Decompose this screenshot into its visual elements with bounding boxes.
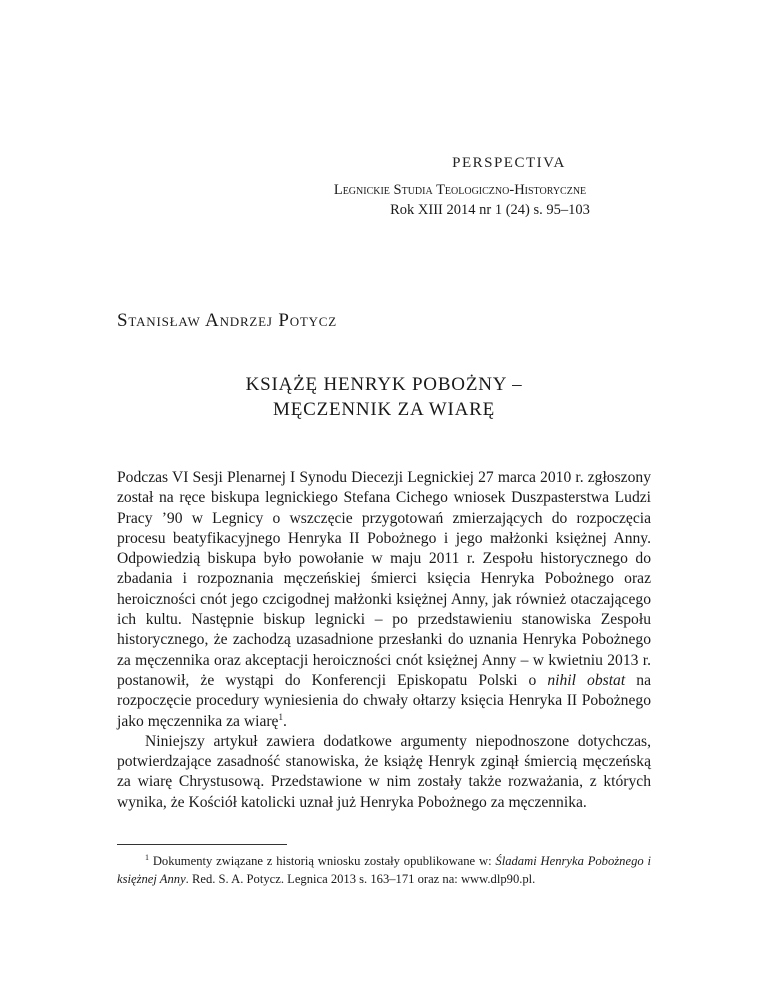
article-author: Stanisław Andrzej Potycz — [117, 310, 338, 331]
paragraph-1-end: . — [282, 712, 287, 730]
footnote-text-a: Dokumenty związane z historią wniosku zostały opublikowane w: — [149, 854, 496, 868]
footnote-text-b: . Red. S. A. Potycz. Legnica 2013 s. 163–171 oraz na: www.dlp90.pl. — [185, 872, 536, 886]
article-title-line1: KSIĄŻĘ HENRYK POBOŻNY – — [245, 374, 523, 395]
footnote-divider — [117, 844, 287, 845]
footnote-reference[interactable]: 1 — [278, 711, 283, 722]
paragraph-1-text-a: Podczas VI Sesji Plenarnej I Synodu Diecezji Legnickiej 27 marca 2010 r. zgłoszony został na ręce biskupa legnickiego Stefana Cichego wniosek Duszpasterstwa Ludzi Pracy ’90 w Legnicy o wszczęcie przygotowań zmierzających do rozpoczęcia procesu beatyfikacyjnego Henryka II Pobożnego i jego małżonki księżnej Anny. Odpowiedzią biskupa było powołanie w maju 2011 r. Zespołu historycznego do zbadania i rozpoznania męczeńskiej śmierci księcia Henryka Pobożnego oraz heroiczności cnót jego czcigodnej małżonki księżnej Anny, jak również otaczającego ich kultu. Następnie biskup legnicki – po przedstawieniu stanowiska Zespołu historycznego, że zachodzą uzasadnione przesłanki do uznania Henryka Pobożnego za męczennika oraz akceptacji heroiczności cnót księżnej Anny – w kwietniu 2013 r. postanowił, że wystąpi do Konferencji Episkopatu Polski o — [117, 469, 651, 689]
footnote-number: 1 — [145, 852, 149, 862]
paragraph-1 — [117, 468, 651, 732]
journal-issue: Rok XIII 2014 nr 1 (24) s. 95–103 — [390, 202, 590, 218]
journal-subtitle: Legnickie Studia Teologiczno-Historyczne — [333, 182, 587, 198]
footnote — [117, 852, 651, 888]
footnote-italic: Śladami Henryka Pobożnego i księżnej Anny — [117, 854, 651, 886]
paragraph-2: Niniejszy artykuł zawiera dodatkowe argumenty niepodnoszone dotychczas, potwierdzające zasadność stanowiska, że książę Henryk zginął śmiercią męczeńską za wiarę Chrystusową. Przedstawione w nim zostały także rozważania, z których wynika, że Kościół katolicki uznał już Henryka Pobożnego za męczennika. — [117, 732, 651, 811]
paragraph-1-text-b: na rozpoczęcie procedury wyniesienia do chwały ołtarzy księcia Henryka II Pobożnego jako męczennika za wiarę — [117, 671, 651, 730]
paragraph-1-italic: nihil obstat — [547, 671, 626, 689]
article-title-line2: MĘCZENNIK ZA WIARĘ — [273, 399, 495, 420]
journal-logo: perspectiva — [452, 148, 566, 172]
article-body — [117, 468, 651, 813]
article-title — [117, 372, 651, 422]
